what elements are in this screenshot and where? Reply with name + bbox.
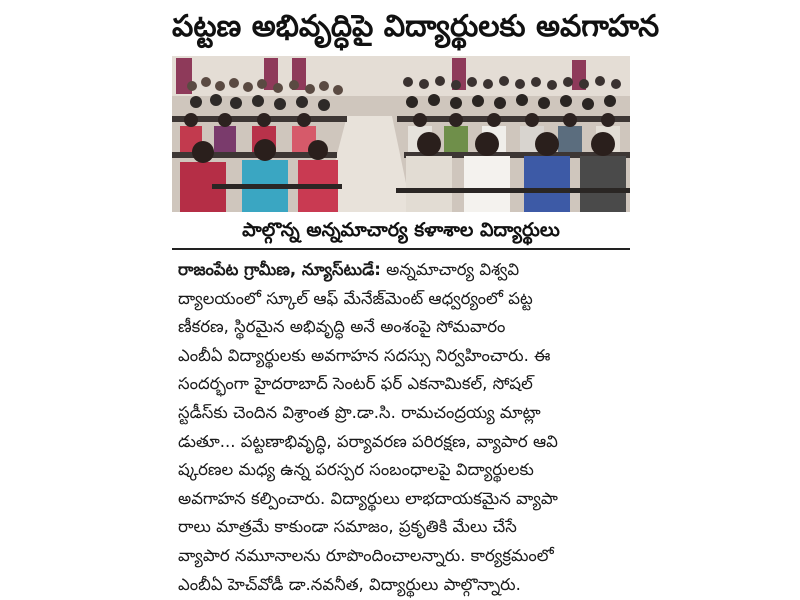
article-line: అవగాహన కల్పించారు. విద్యార్థులు లాభదాయకమైన వ్యాపా [178, 488, 558, 508]
classroom-photo-illustration [172, 56, 630, 212]
article-line: రాలు మాత్రమే కాకుండా సమాజం, ప్రకృతికి మేలు చేసే [178, 517, 517, 537]
dateline: రాజంపేట గ్రామీణ, న్యూస్‌టుడే: [178, 260, 381, 279]
photo-caption: పాల్గొన్న అన్నమాచార్య కళాశాల విద్యార్థులు [242, 219, 560, 241]
article-line: స్టడీస్‌కు చెందిన విశ్రాంత ప్రొ.డా.సి. రామచంద్రయ్య మాట్లా [178, 402, 541, 422]
article-line: ఎంబీఏ హెచ్‌వోడీ డా.నవనీత, విద్యార్థులు పాల్గొన్నారు. [178, 574, 521, 594]
article-line: డుతూ... పట్టణాభివృద్ధి, పర్యావరణ పరిరక్షణ, వ్యాపార ఆవి [178, 431, 558, 451]
newspaper-clipping [172, 0, 660, 600]
article-line-1 [178, 256, 628, 285]
article-body [178, 256, 628, 596]
article-line: ద్యాలయంలో స్కూల్ ఆఫ్ మేనేజ్‌మెంట్ ఆధ్వర్యంలో పట్ట [178, 288, 533, 308]
news-photo [172, 56, 630, 212]
headline: పట్టణ అభివృద్ధిపై విద్యార్థులకు అవగాహన [172, 9, 660, 44]
article-first-line-text: అన్నమాచార్య విశ్వవి [380, 260, 520, 279]
divider [172, 248, 630, 250]
article-line: వ్యాపార నమూనాలను రూపొందించాలన్నారు. కార్యక్రమంలో [178, 545, 554, 565]
article-line: ణీకరణ, స్థిరమైన అభివృద్ధి అనే అంశంపై సోమవారం [178, 317, 506, 337]
article-line: ఎంబీఏ విద్యార్థులకు అవగాహన సదస్సు నిర్వహించారు. ఈ [178, 345, 551, 365]
article-line: సందర్భంగా హైదరాబాద్ సెంటర్ ఫర్ ఎకనామికల్, సోషల్ [178, 374, 533, 394]
article-line: ష్కరణల మధ్య ఉన్న పరస్పర సంబంధాలపై విద్యార్థులకు [178, 460, 534, 480]
